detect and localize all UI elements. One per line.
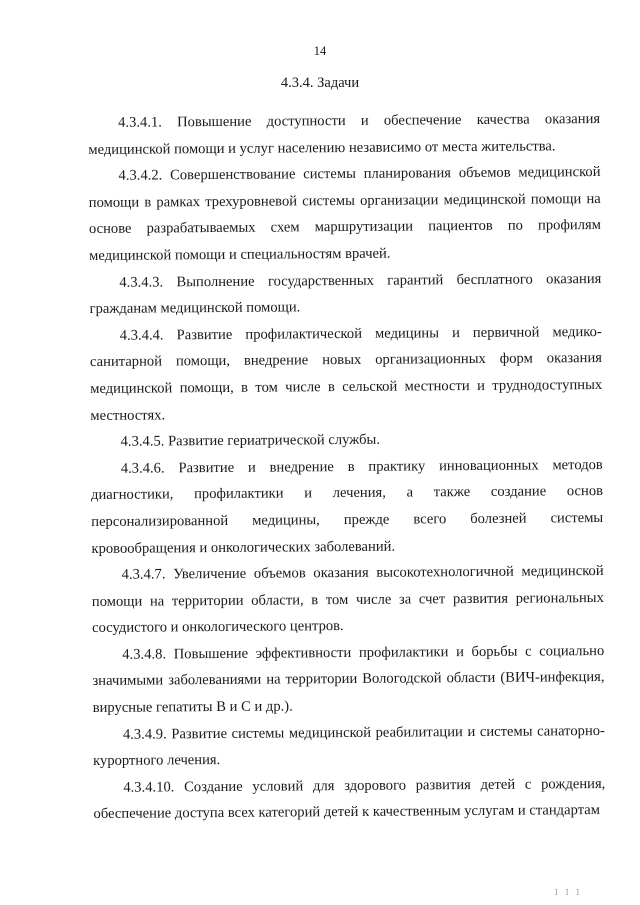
paragraph-4-3-4-4: 4.3.4.4. Развитие профилактической медицины и первичной медико-санитарной помощи, внедрение новых организационных форм оказания медицинской помощи, в том числе в сельской местности и труднодоступных местностях. — [89, 323, 603, 424]
paragraph-4-3-4-2: 4.3.4.2. Совершенствование системы планирования объемов медицинской помощи в рамках трехуровневой системы организации медицинской помощи на основе разрабатываемых схем маршрутизации пациентов по профилям медицинской помощи и специальностям врачей. — [88, 164, 601, 264]
paragraph-4-3-4-10: 4.3.4.10. Создание условий для здорового развития детей с рождения, обеспечение доступа всех категорий детей к качественным услугам и стандартам — [93, 775, 606, 823]
footer-mark: 1 1 1 — [554, 887, 582, 897]
paragraph-4-3-4-5: 4.3.4.5. Развитие гериатрической службы. — [120, 431, 381, 450]
page-number: 14 — [313, 44, 327, 58]
section-title: 4.3.4. Задачи — [280, 75, 360, 91]
paragraph-4-3-4-1: 4.3.4.1. Повышение доступности и обеспечение качества оказания медицинской помощи и услуг населению независимо от места жительства. — [88, 110, 601, 158]
document-body — [88, 106, 606, 828]
paragraph-4-3-4-8: 4.3.4.8. Повышение эффективности профилактики и борьбы с социально значимыми заболеваниями на территории Вологодской области (ВИЧ-инфекция, вирусные гепатиты В и С и др.). — [92, 642, 605, 717]
paragraph-4-3-4-3: 4.3.4.3. Выполнение государственных гарантий бесплатного оказания гражданам медицинской помощи. — [89, 270, 602, 318]
paragraph-4-3-4-9: 4.3.4.9. Развитие системы медицинской реабилитации и системы санаторно-курортного лечения. — [93, 722, 605, 770]
paragraph-4-3-4-7: 4.3.4.7. Увеличение объемов оказания высокотехнологичной медицинской помощи на территории области, в том числе за счет развития региональных сосудистого и онкологического центров. — [91, 563, 604, 637]
paragraph-4-3-4-6: 4.3.4.6. Развитие и внедрение в практику инновационных методов диагностики, профилактики и лечения, а также создание основ персонализированной медицины, прежде всего болезней системы кровообращения и онкологических заболеваний. — [90, 456, 604, 557]
